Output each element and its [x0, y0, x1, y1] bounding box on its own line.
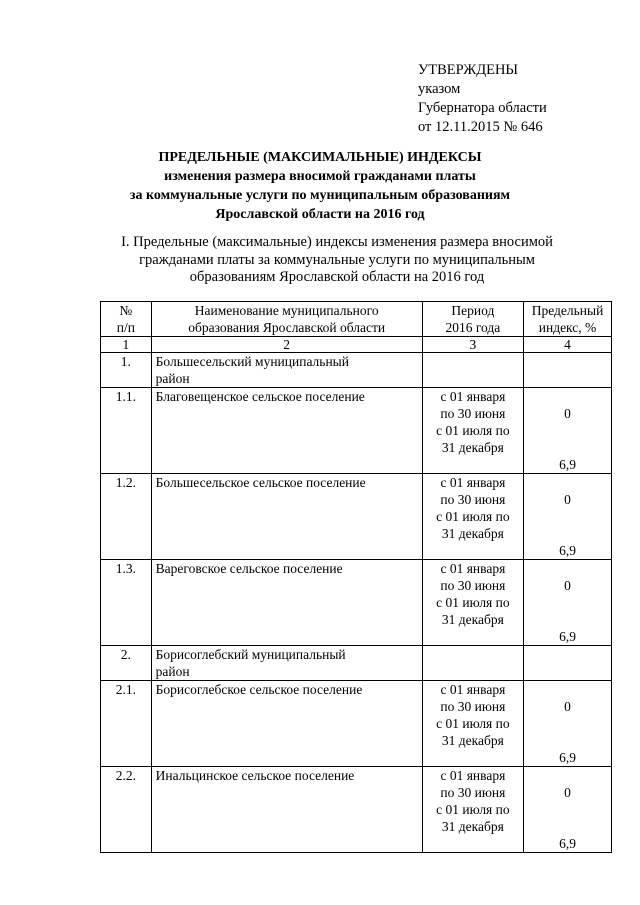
row-name: Инальцинское сельское поселение: [151, 767, 422, 853]
row-index: 0 6,9: [524, 388, 612, 474]
table-row: [101, 646, 612, 681]
table-header-row: [101, 302, 612, 337]
row-name: Большесельское сельское поселение: [151, 474, 422, 560]
header-num: № п/п: [101, 302, 152, 337]
row-name: Вареговское сельское поселение: [151, 560, 422, 646]
row-index: 0 6,9: [524, 681, 612, 767]
row-number: 2.: [101, 646, 152, 681]
header-period: Период 2016 года: [422, 302, 523, 337]
section-line: образованиям Ярославской области на 2016 год: [189, 269, 485, 285]
title-line: за коммунальные услуги по муниципальным образованиям: [129, 188, 511, 203]
row-number: 1.3.: [101, 560, 152, 646]
row-name: Благовещенское сельское поселение: [151, 388, 422, 474]
approval-authority: Губернатора области: [418, 100, 547, 116]
row-period: с 01 января по 30 июня с 01 июля по 31 декабря: [422, 388, 523, 474]
row-number: 1.1.: [101, 388, 152, 474]
table-row: [101, 388, 612, 474]
section-heading: [92, 234, 582, 287]
title-line: Ярославской области на 2016 год: [215, 207, 425, 222]
table-row: [101, 681, 612, 767]
approval-title: УТВЕРЖДЕНЫ: [418, 62, 519, 78]
approval-stamp: [418, 61, 547, 137]
document-title: [60, 148, 580, 224]
column-number-row: [101, 337, 612, 353]
row-name: Борисоглебское сельское поселение: [151, 681, 422, 767]
row-period: с 01 января по 30 июня с 01 июля по 31 декабря: [422, 474, 523, 560]
column-number: 4: [524, 337, 612, 353]
table-row: [101, 560, 612, 646]
approval-date: от 12.11.2015 № 646: [418, 119, 543, 135]
row-index: [524, 646, 612, 681]
table-row: [101, 474, 612, 560]
row-index: 0 6,9: [524, 560, 612, 646]
header-index: Предельный индекс, %: [524, 302, 612, 337]
header-name: Наименование муниципального образования Ярославской области: [151, 302, 422, 337]
row-period: с 01 января по 30 июня с 01 июля по 31 декабря: [422, 681, 523, 767]
column-number: 2: [151, 337, 422, 353]
row-name: Борисоглебский муниципальный район: [151, 646, 422, 681]
table-row: [101, 767, 612, 853]
row-number: 1.2.: [101, 474, 152, 560]
row-period: [422, 646, 523, 681]
row-number: 1.: [101, 353, 152, 388]
table-row: [101, 353, 612, 388]
row-period: с 01 января по 30 июня с 01 июля по 31 декабря: [422, 767, 523, 853]
row-index: [524, 353, 612, 388]
title-line: изменения размера вносимой гражданами платы: [164, 169, 476, 184]
row-name: Большесельский муниципальный район: [151, 353, 422, 388]
approval-by: указом: [418, 81, 461, 97]
row-number: 2.1.: [101, 681, 152, 767]
row-index: 0 6,9: [524, 767, 612, 853]
row-period: с 01 января по 30 июня с 01 июля по 31 декабря: [422, 560, 523, 646]
row-period: [422, 353, 523, 388]
section-line: гражданами платы за коммунальные услуги по муниципальным: [139, 251, 535, 268]
index-table: [100, 301, 612, 853]
title-line: ПРЕДЕЛЬНЫЕ (МАКСИМАЛЬНЫЕ) ИНДЕКСЫ: [158, 150, 482, 165]
column-number: 3: [422, 337, 523, 353]
column-number: 1: [101, 337, 152, 353]
row-number: 2.2.: [101, 767, 152, 853]
row-index: 0 6,9: [524, 474, 612, 560]
section-line: I. Предельные (максимальные) индексы изменения размера вносимой: [121, 234, 553, 250]
